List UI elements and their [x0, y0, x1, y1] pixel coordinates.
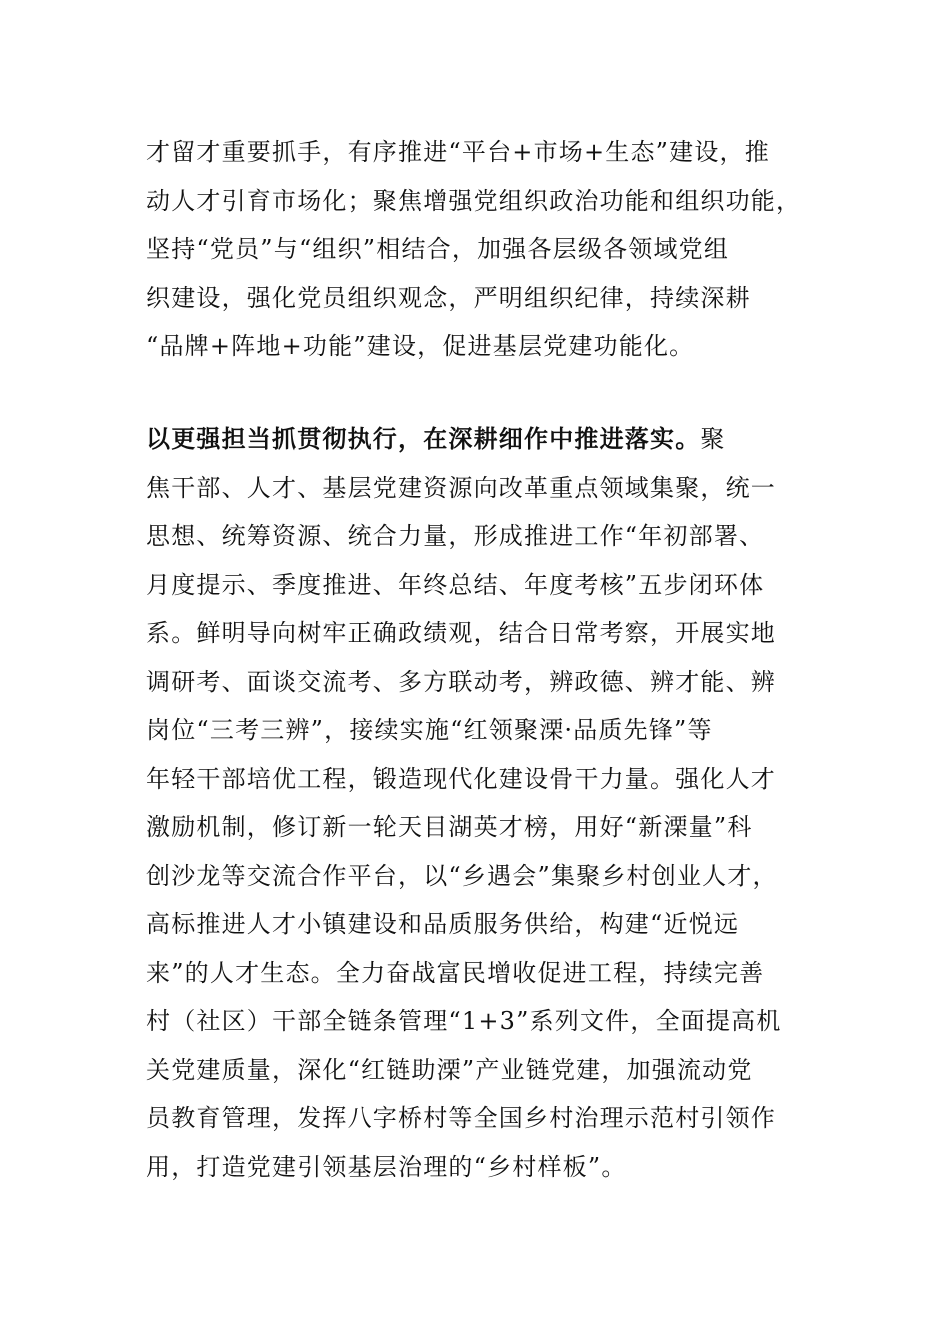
paragraph-continued: 才留才重要抓手，有序推进“平台+市场+生态”建设，推 动人才引育市场化；聚焦增强党组织政治功能和组织功能， 坚持“党员”与“组织”相结合，加强各层级各领域党组 织建设，强化党员组织观念，严明组织纪律，持续深耕 “品牌+阵地+功能”建设，促进基层党建功能化。	[146, 138, 802, 360]
paragraph-body: 聚 焦干部、人才、基层党建资源向改革重点领域集聚，统一 思想、统筹资源、统合力量，形成推进工作“年初部署、 月度提示、季度推进、年终总结、年度考核”五步闭环体 系。鲜明导向树牢正确政绩观，结合日常考察，开展实地 调研考、面谈交流考、多方联动考，辨政德、辨才能、辨 岗位“三考三辨”，接续实施“红领聚溧·品质先锋”等 年轻干部培优工程，锻造现代化建设骨干力量。强化人才 激励机制，修订新一轮天目湖英才榜，用好“新溧量”科 创沙龙等交流合作平台，以“乡遇会”集聚乡村创业人才， 高标推进人才小镇建设和品质服务供给，构建“近悦远 来”的人才生态。全力奋战富民增收促进工程，持续完善 村（社区）干部全链条管理“1+3”系列文件，全面提高机 关党建质量，深化“红链助溧”产业链党建，加强流动党 员教育管理，发挥八字桥村等全国乡村治理示范村引领作 用，打造党建引领基层治理的“乡村样板”。	[146, 425, 782, 1181]
paragraph-lead-heading: 以更强担当抓贯彻执行，在深耕细作中推进落实。	[146, 424, 701, 453]
paragraph-implementation	[146, 415, 806, 1191]
